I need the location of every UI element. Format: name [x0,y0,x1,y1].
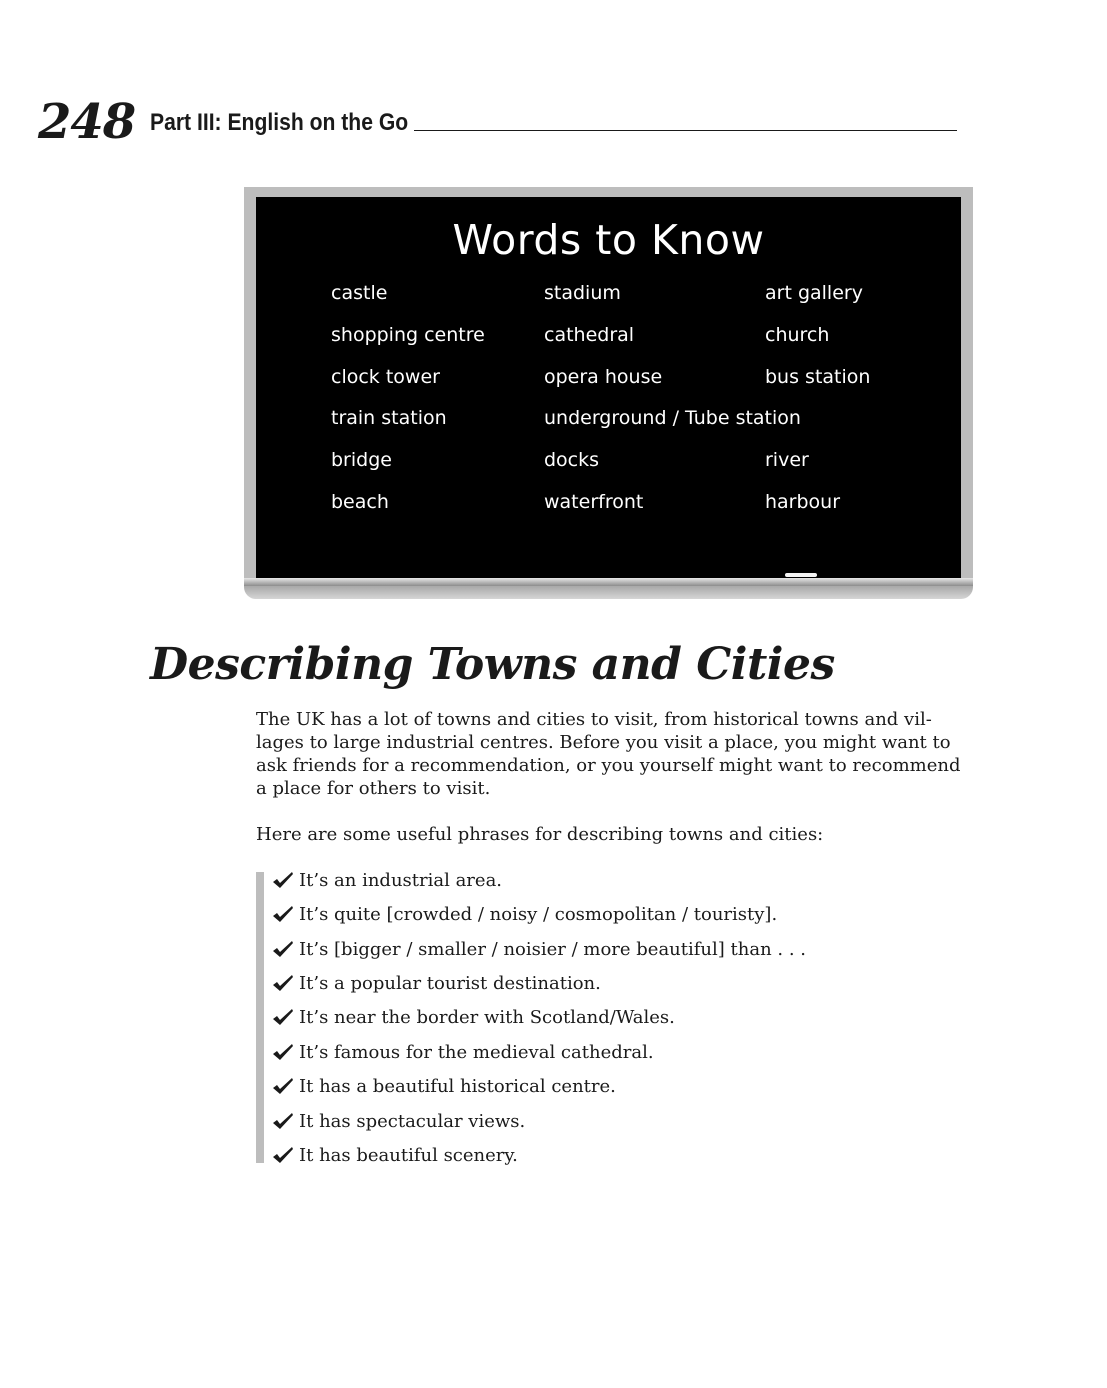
vocab-word: art gallery [765,282,863,304]
chalk-ledge [244,578,973,586]
check-mark-icon [272,1007,294,1027]
check-mark-icon [272,904,294,924]
chalk-icon [785,573,817,577]
paragraph-line: The UK has a lot of towns and cities to visit, from historical towns and vil- [256,709,932,730]
phrase-text: It’s a popular tourist destination. [299,973,601,994]
check-mark-icon [272,1145,294,1165]
words-to-know-title: Words to Know [452,216,765,264]
vocab-word: bridge [331,449,392,471]
paragraph-line: a place for others to visit. [256,778,491,799]
vocab-word: waterfront [544,491,644,513]
check-mark-icon [272,1042,294,1062]
vocab-word: docks [544,449,600,471]
check-mark-icon [272,973,294,993]
phrase-text: It has beautiful scenery. [299,1145,518,1166]
check-mark-icon [272,1111,294,1131]
running-title: Part III: English on the Go [150,109,409,136]
vocab-word: shopping centre [331,324,485,346]
list-side-bar [256,872,264,1163]
phrase-text: It’s [bigger / smaller / noisier / more beautiful] than . . . [299,939,807,960]
words-to-know-frame [244,187,973,581]
phrase-text: It’s quite [crowded / noisy / cosmopolitan / touristy]. [299,904,778,925]
check-mark-icon [272,939,294,959]
page-number: 248 [38,94,136,150]
vocab-word: opera house [544,366,663,388]
vocab-word: stadium [544,282,621,304]
vocab-word: harbour [765,491,841,513]
phrase-text: It has a beautiful historical centre. [299,1076,616,1097]
vocab-word: river [765,449,809,471]
paragraph-line: ask friends for a recommendation, or you yourself might want to recommend [256,755,961,776]
phrase-text: It’s famous for the medieval cathedral. [299,1042,654,1063]
check-mark-icon [272,870,294,890]
intro-paragraph: Here are some useful phrases for describing towns and cities: [256,824,824,845]
paragraph-line: lages to large industrial centres. Before you visit a place, you might want to [256,732,951,753]
phrase-text: It’s near the border with Scotland/Wales. [299,1007,675,1028]
header-rule [414,130,957,131]
vocab-word: train station [331,407,447,429]
vocab-word: clock tower [331,366,440,388]
vocab-word: underground / Tube station [544,407,801,429]
vocab-word: beach [331,491,389,513]
chalk-ledge-shadow [244,586,973,599]
section-heading: Describing Towns and Cities [150,639,835,690]
phrase-text: It’s an industrial area. [299,870,503,891]
check-mark-icon [272,1076,294,1096]
vocab-word: church [765,324,830,346]
words-to-know-board [256,197,961,579]
vocab-word: cathedral [544,324,635,346]
vocab-word: bus station [765,366,871,388]
vocab-word: castle [331,282,388,304]
phrase-text: It has spectacular views. [299,1111,526,1132]
